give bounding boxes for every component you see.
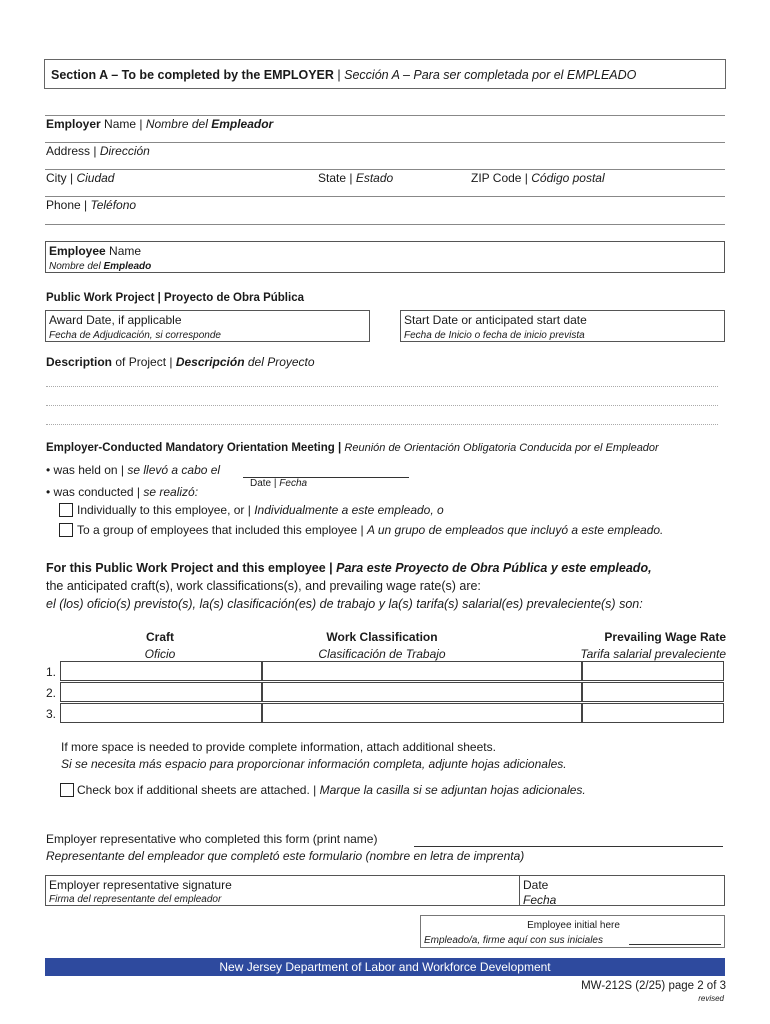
description-line-2[interactable]	[46, 405, 718, 406]
col-craft-es: Oficio	[144, 647, 176, 661]
more-space-note: If more space is needed to provide complete information, attach additional sheets.	[61, 740, 496, 754]
craft-cell-3[interactable]	[60, 703, 262, 723]
group-checkbox[interactable]	[59, 523, 73, 537]
award-date-box[interactable]	[45, 310, 370, 342]
additional-sheets-label	[77, 783, 586, 797]
rep-print-es: Representante del empleador que completó este formulario (nombre en letra de imprenta)	[46, 849, 525, 863]
section-header-es: Sección A – Para ser completada por el EMPLEADO	[344, 68, 637, 82]
held-es: se llevó a cabo el	[127, 463, 221, 477]
rep-date-box[interactable]	[519, 875, 725, 906]
city-label	[46, 171, 114, 185]
individually-checkbox[interactable]	[59, 503, 73, 517]
wages-line3: el (los) oficio(s) previsto(s), la(s) clasificación(es) de trabajo y la(s) tarifa(s) salarial(es) prevaleciente(s) son:	[46, 597, 643, 611]
classification-cell-3[interactable]	[262, 703, 582, 723]
wage-cell-2[interactable]	[582, 682, 724, 702]
col-wage-header: Prevailing Wage Rate	[604, 630, 726, 644]
craft-cell-2[interactable]	[60, 682, 262, 702]
project-heading: Public Work Project | Proyecto de Obra Pública	[46, 292, 304, 304]
section-header-en: Section A – To be completed by the EMPLOYER	[51, 68, 334, 82]
description-line-3[interactable]	[46, 424, 718, 425]
start-date-box[interactable]	[400, 310, 725, 342]
conducted-es: se realizó:	[143, 485, 199, 499]
section-header	[51, 68, 636, 82]
address-es: Dirección	[99, 144, 150, 158]
phone-label	[46, 198, 136, 212]
wage-cell-3[interactable]	[582, 703, 724, 723]
employer-name-es: Nombre del	[145, 117, 212, 131]
additional-sheets-es: Marque la casilla si se adjuntan hojas adicionales.	[319, 783, 586, 797]
state-es: Estado	[355, 171, 394, 185]
description-es-bold: Descripción	[175, 355, 245, 369]
state-en: State |	[318, 171, 356, 185]
rep-date-label: Date	[523, 878, 549, 892]
address-en: Address |	[46, 144, 100, 158]
employee-name-en-bold: Employee	[49, 244, 106, 258]
col-classification-header: Work Classification	[326, 630, 438, 644]
additional-sheets-en: Check box if additional sheets are attached. |	[77, 783, 320, 797]
date-caption	[250, 478, 307, 489]
individually-label	[77, 503, 444, 517]
row-number-1: 1.	[46, 665, 57, 679]
row-number-3: 3.	[46, 707, 57, 721]
orientation-heading-es: Reunión de Orientación Obligatoria Conducida por el Empleador	[344, 442, 659, 454]
wages-heading-en: For this Public Work Project and this employee |	[46, 561, 337, 575]
state-label	[318, 171, 393, 185]
rep-signature-es: Firma del representante del empleador	[49, 894, 222, 905]
description-en-bold: Description	[46, 355, 113, 369]
description-line-1[interactable]	[46, 386, 718, 387]
date-caption-en: Date |	[250, 478, 280, 489]
zip-label	[471, 171, 605, 185]
section-header-sep: |	[333, 68, 345, 82]
rep-signature-label: Employer representative signature	[49, 878, 232, 892]
conducted-label	[46, 485, 198, 499]
craft-cell-1[interactable]	[60, 661, 262, 681]
additional-sheets-checkbox[interactable]	[60, 783, 74, 797]
section-header-box	[44, 59, 726, 89]
footer-bar: New Jersey Department of Labor and Workforce Development	[45, 958, 725, 976]
description-es: del Proyecto	[244, 355, 315, 369]
employee-initial-field[interactable]	[629, 944, 721, 945]
phone-en: Phone |	[46, 198, 91, 212]
orientation-heading	[46, 442, 659, 454]
start-date-label: Start Date or anticipated start date	[404, 313, 587, 327]
form-id: MW-212S (2/25) page 2 of 3	[581, 980, 726, 992]
employer-name-field[interactable]	[45, 142, 725, 143]
city-es: Ciudad	[76, 171, 115, 185]
group-label	[77, 523, 663, 537]
more-space-note-es: Si se necesita más espacio para proporcionar información completa, adjunte hojas adicionales.	[61, 757, 567, 771]
col-classification-es: Clasificación de Trabajo	[318, 647, 446, 661]
employee-name-label	[49, 244, 141, 258]
col-wage-es: Tarifa salarial prevaleciente	[580, 647, 726, 661]
col-craft-header: Craft	[145, 630, 174, 644]
held-en: • was held on |	[46, 463, 128, 477]
employer-name-en-bold: Employer	[46, 117, 101, 131]
description-en: of Project |	[112, 355, 176, 369]
rep-print-label: Employer representative who completed this form (print name)	[46, 832, 378, 846]
conducted-en: • was conducted |	[46, 485, 144, 499]
award-date-es-label: Fecha de Adjudicación, si corresponde	[49, 330, 221, 341]
classification-cell-1[interactable]	[262, 661, 582, 681]
rep-print-field[interactable]	[414, 846, 723, 847]
phone-es: Teléfono	[90, 198, 137, 212]
row-number-2: 2.	[46, 686, 57, 700]
address-label	[46, 144, 150, 158]
employee-initial-es: Empleado/a, firme aquí con sus iniciales	[424, 935, 603, 946]
employee-name-en: Name	[105, 244, 142, 258]
award-date-label: Award Date, if applicable	[49, 313, 182, 327]
individually-en: Individually to this employee, or |	[77, 503, 255, 517]
zip-en: ZIP Code |	[471, 171, 532, 185]
start-date-es-label: Fecha de Inicio o fecha de inicio prevista	[404, 330, 585, 341]
phone-field[interactable]	[45, 224, 725, 225]
classification-cell-2[interactable]	[262, 682, 582, 702]
employee-initial-label: Employee initial here	[527, 920, 620, 931]
employee-initial-box[interactable]	[420, 915, 725, 948]
employer-name-es-bold: Empleador	[211, 117, 274, 131]
city-en: City |	[46, 171, 77, 185]
revised-note: revised	[698, 994, 724, 1003]
employee-name-es-bold: Empleado	[103, 261, 152, 272]
employee-name-es: Nombre del	[49, 261, 104, 272]
employee-name-box[interactable]	[45, 241, 725, 273]
zip-es: Código postal	[531, 171, 605, 185]
date-caption-es: Fecha	[279, 478, 308, 489]
orientation-heading-en: Employer-Conducted Mandatory Orientation Meeting |	[46, 442, 345, 454]
wages-line2: the anticipated craft(s), work classifications(s), and prevailing wage rate(s) are:	[46, 579, 481, 593]
group-en: To a group of employees that included this employee |	[77, 523, 367, 537]
divider	[45, 115, 725, 116]
held-on-label	[46, 463, 220, 477]
address-field[interactable]	[45, 169, 725, 170]
wages-heading-es: Para este Proyecto de Obra Pública y este empleado,	[336, 561, 652, 575]
rep-signature-box[interactable]	[45, 875, 520, 906]
rep-date-es: Fecha	[523, 893, 557, 907]
city-state-zip-field[interactable]	[45, 196, 725, 197]
description-label	[46, 355, 315, 369]
wages-heading	[46, 561, 652, 575]
group-es: A un grupo de empleados que incluyó a este empleado.	[366, 523, 664, 537]
wage-cell-1[interactable]	[582, 661, 724, 681]
employer-name-en: Name |	[100, 117, 146, 131]
employer-name-label	[46, 117, 273, 131]
employee-name-es-label	[49, 261, 151, 272]
individually-es: Individualmente a este empleado, o	[254, 503, 444, 517]
